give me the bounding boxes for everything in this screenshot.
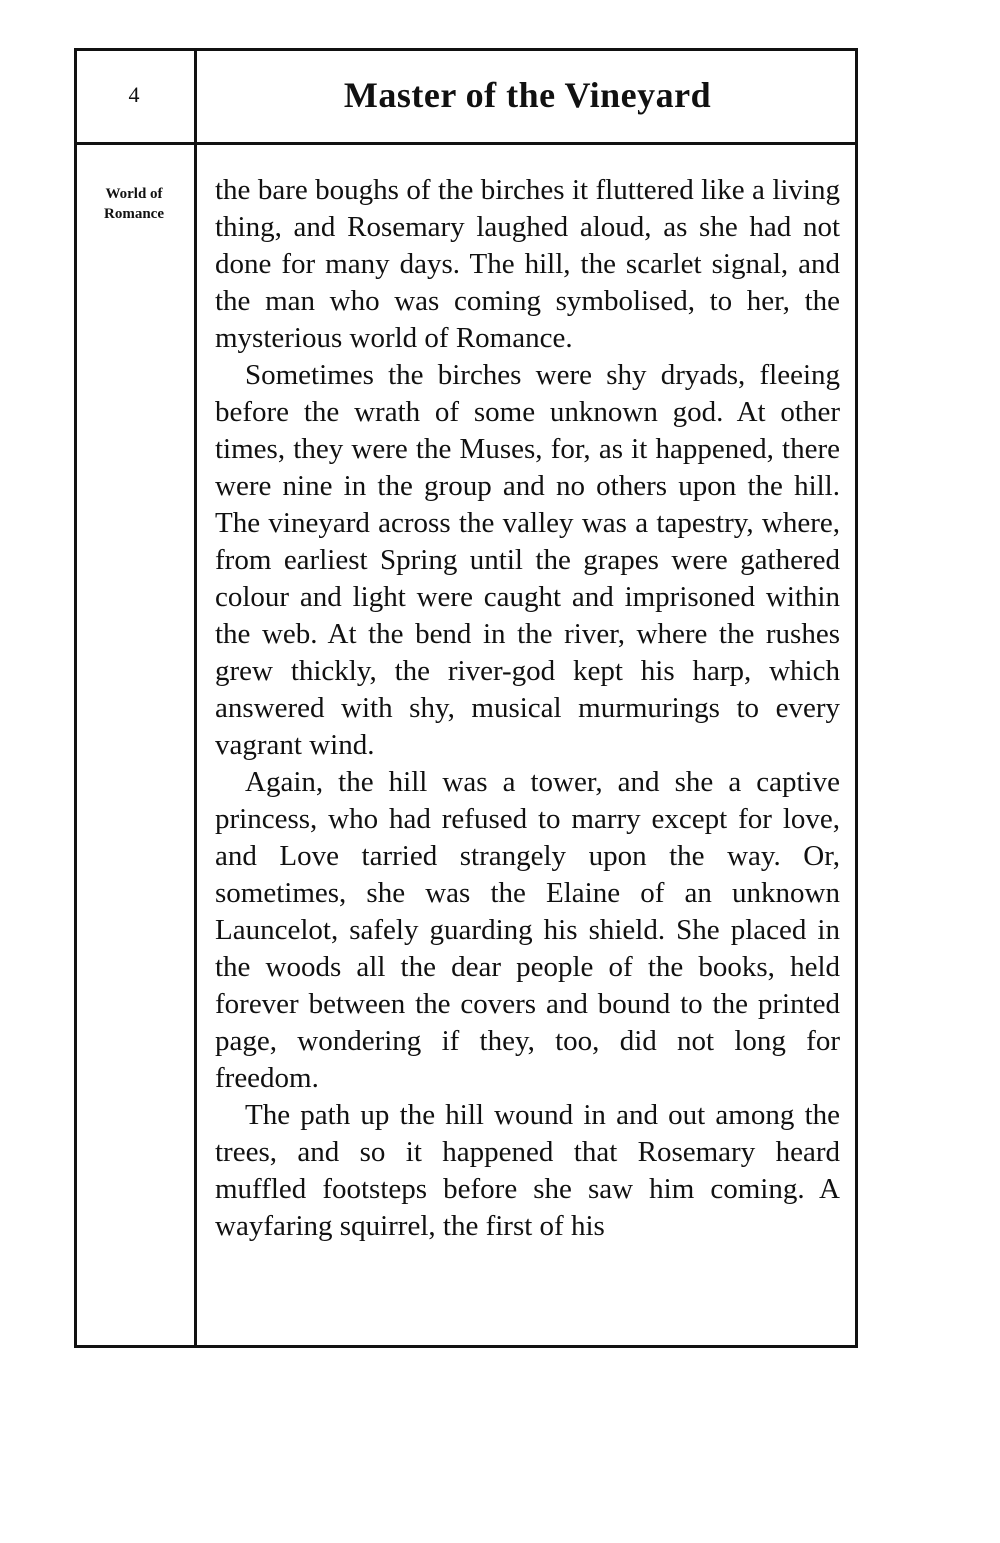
page-number: 4 — [128, 82, 140, 107]
margin-note-line-2: Romance — [104, 206, 164, 222]
margin-note-line-1: World of — [105, 186, 163, 202]
margin-note — [78, 184, 190, 224]
paragraph-2: Sometimes the birches were shy dryads, fleeing before the wrath of some unknown god. At other times, they were the Muses, for, as it happened, there were nine in the group and no others upon the hill. The vineyard across the valley was a tapestry, where, from earliest Spring until the grapes were gathered colour and light were caught and imprisoned within the web. At the bend in the river, where the rushes grew thickly, the river-god kept his harp, which answered with shy, musical murmurings to every vagrant wind. — [215, 359, 840, 761]
running-title: Master of the Vineyard — [343, 75, 712, 115]
header-divider-horizontal — [74, 142, 858, 145]
paragraph-4: The path up the hill wound in and out among the trees, and so it happened that Rosemary heard muffled footsteps before she saw him coming. A wayfaring squirrel, the first of his — [215, 1099, 840, 1242]
paragraph-1: the bare boughs of the birches it fluttered like a living thing, and Rosemary laughed aloud, as she had not done for many days. The hill, the scarlet signal, and the man who was coming symbolised, to her, the mysterious world of Romance. — [215, 174, 840, 354]
margin-divider-vertical — [194, 48, 197, 1348]
paragraph-3: Again, the hill was a tower, and she a captive princess, who had refused to marry except for love, and Love tarried strangely upon the way. Or, sometimes, she was the Elaine of an unknown Launcelot, safely guarding his shield. She placed in the woods all the dear people of the books, held forever between the covers and bound to the printed page, wondering if they, too, did not long for freedom. — [215, 766, 840, 1094]
body-text — [215, 172, 840, 1245]
page-frame — [74, 48, 860, 1350]
